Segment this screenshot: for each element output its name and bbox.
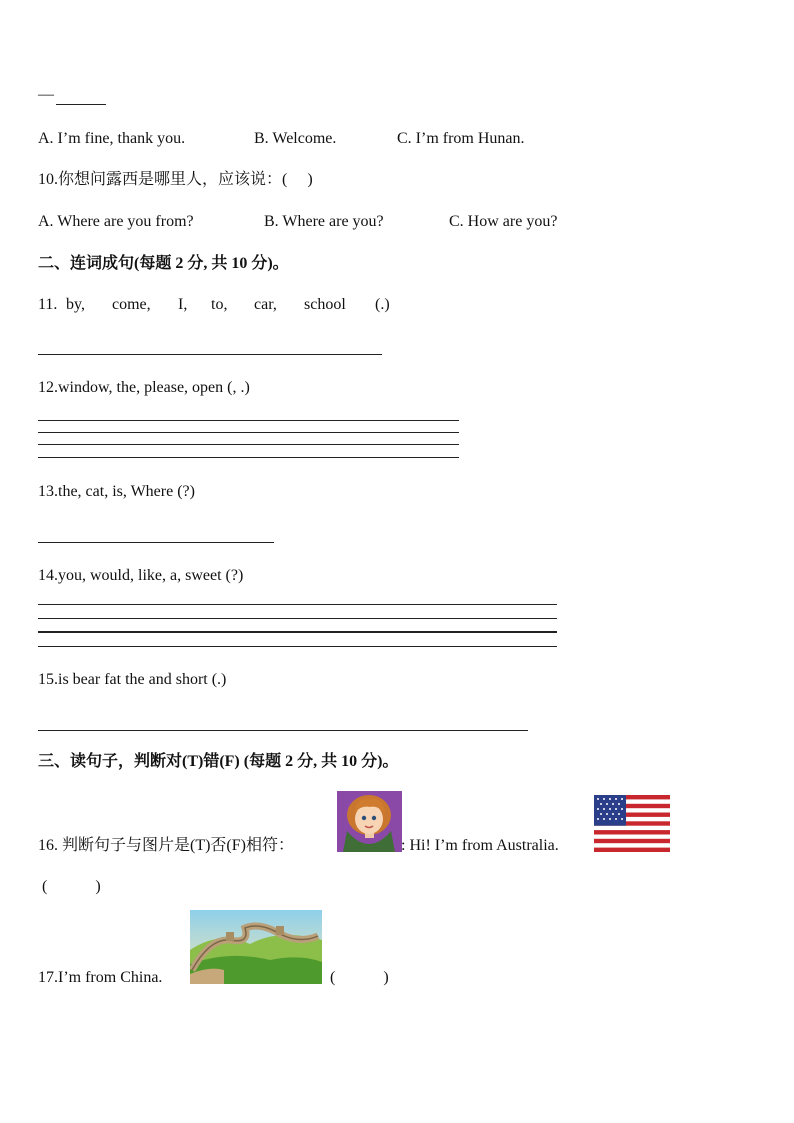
q9-option-c: C. I’m from Hunan.: [397, 130, 525, 147]
q9-option-b: B. Welcome.: [254, 130, 337, 147]
q11-word: school: [304, 296, 346, 313]
girl-portrait-image: [337, 791, 402, 852]
great-wall-image: [190, 910, 322, 984]
q11-word: I,: [178, 296, 188, 313]
q9-dash: —: [38, 86, 54, 103]
q11-number: 11.: [38, 296, 58, 313]
section2-title: 二、连词成句(每题 2 分, 共 10 分)。: [38, 255, 289, 272]
q9-option-a: A. I’m fine, thank you.: [38, 130, 186, 147]
q14-answer-line[interactable]: [38, 604, 557, 605]
q11-word: (.): [375, 296, 390, 313]
q10-stem: 10.你想问露西是哪里人，应该说：( ): [38, 171, 313, 188]
q12-answer-line[interactable]: [38, 457, 459, 458]
q17-sentence: 17.I’m from China.: [38, 969, 163, 986]
q11-word: come,: [112, 296, 151, 313]
q10-option-c: C. How are you?: [449, 213, 558, 230]
q13-prompt: 13.the, cat, is, Where (?): [38, 483, 195, 500]
q11-answer-line[interactable]: [38, 354, 382, 355]
q10-option-a: A. Where are you from?: [38, 213, 194, 230]
q12-answer-line[interactable]: [38, 432, 459, 433]
q14-answer-line[interactable]: [38, 631, 557, 633]
q16-answer-paren[interactable]: ( ): [42, 878, 101, 895]
q11-word: to,: [211, 296, 228, 313]
q12-prompt: 12.window, the, please, open (, .): [38, 379, 250, 396]
q14-prompt: 14.you, would, like, a, sweet (?): [38, 567, 244, 584]
q15-answer-line[interactable]: [38, 730, 528, 731]
section3-title: 三、读句子，判断对(T)错(F) (每题 2 分, 共 10 分)。: [38, 753, 399, 770]
q11-word: car,: [254, 296, 277, 313]
usa-flag-icon: [594, 795, 670, 852]
q16-stem: 16. 判断句子与图片是(T)否(F)相符：: [38, 837, 294, 854]
q17-answer-paren[interactable]: ( ): [330, 969, 389, 986]
q14-answer-line[interactable]: [38, 618, 557, 619]
q12-answer-line[interactable]: [38, 420, 459, 421]
q10-option-b: B. Where are you?: [264, 213, 384, 230]
q14-answer-line[interactable]: [38, 646, 557, 647]
great-wall-illustration: [190, 910, 322, 984]
q11-word: by,: [66, 296, 85, 313]
q16-sentence: : Hi! I’m from Australia.: [401, 837, 559, 854]
usa-flag-image: [594, 795, 670, 852]
q13-answer-line[interactable]: [38, 542, 274, 543]
q9-answer-line[interactable]: [56, 104, 106, 105]
girl-portrait-illustration: [337, 791, 402, 852]
q12-answer-line[interactable]: [38, 444, 459, 445]
q15-prompt: 15.is bear fat the and short (.): [38, 671, 227, 688]
